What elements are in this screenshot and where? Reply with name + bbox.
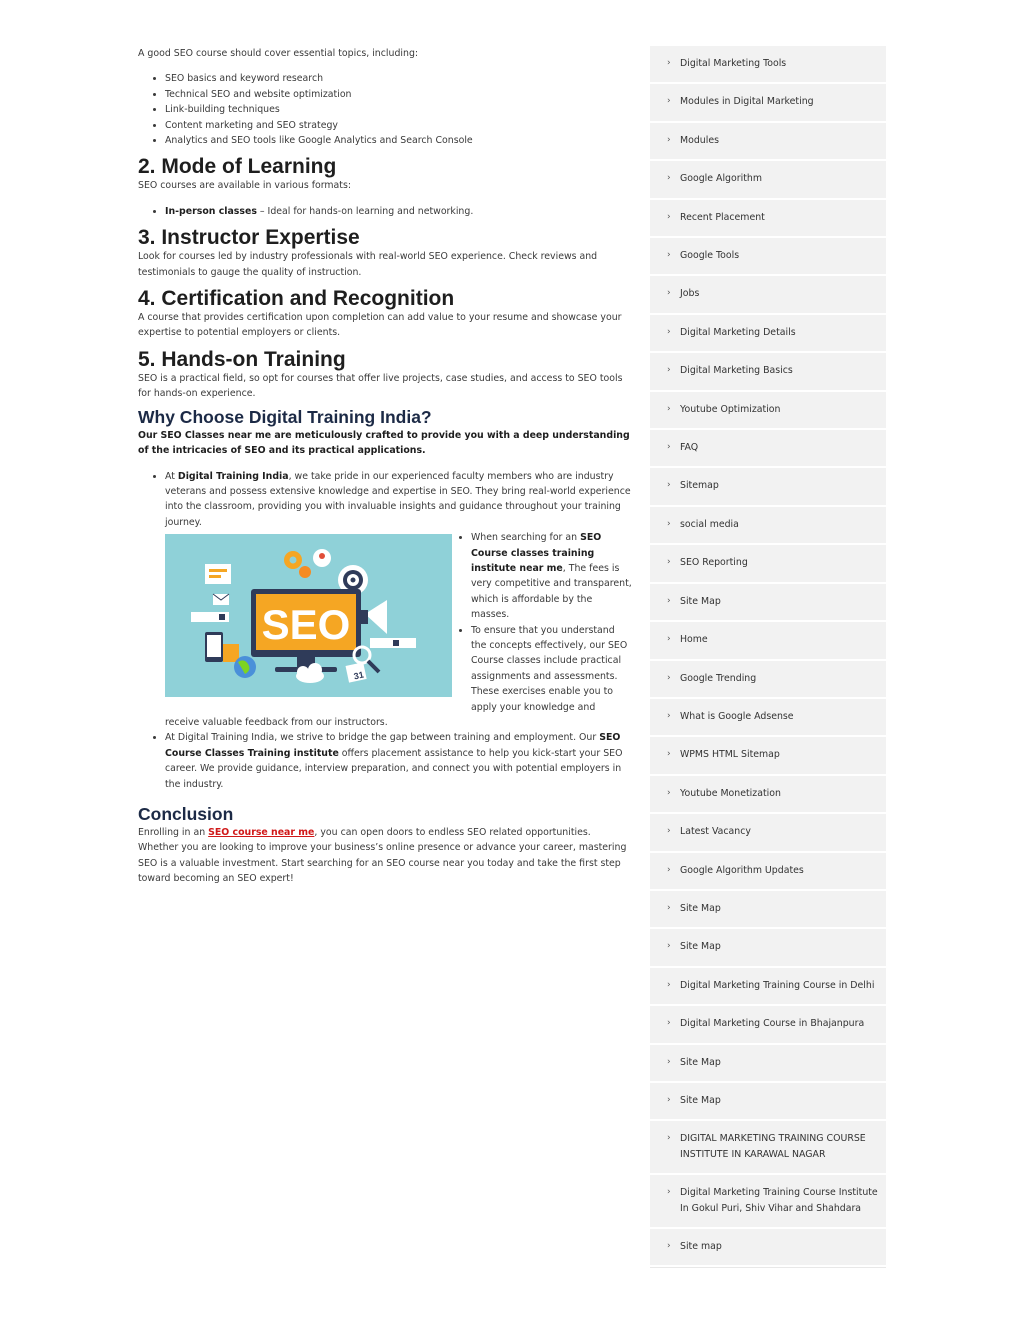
- conclusion-text: [138, 825, 632, 887]
- list-item: [165, 469, 632, 531]
- seo-course-near-me-link[interactable]: SEO course near me: [208, 827, 315, 839]
- sidebar-item-label: Digital Marketing Details: [680, 326, 796, 338]
- topics-list: [138, 71, 632, 148]
- chevron-right-icon: ›: [667, 480, 671, 491]
- why-lead-text: Our SEO Classes near me are meticulously crafted to provide you with a deep understanding of the intricacies of SEO and its practical applications.: [138, 429, 630, 457]
- chevron-right-icon: ›: [667, 96, 671, 107]
- sidebar-item[interactable]: [650, 929, 886, 965]
- chevron-right-icon: ›: [667, 634, 671, 645]
- sidebar-item-label: Site Map: [680, 595, 721, 607]
- chevron-right-icon: ›: [667, 288, 671, 299]
- sidebar-item[interactable]: [650, 200, 886, 236]
- why-b1-text: , we take pride in our experienced faculty members who are industry veterans and possess extensive knowledge and expertise in SEO. They bring real-world experience into the classroom, providing you with invaluable insights and guidance throughout your training journey.: [165, 470, 631, 528]
- sidebar-item-label: Google Tools: [680, 250, 740, 262]
- chevron-right-icon: ›: [667, 211, 671, 222]
- list-item: • To ensure that you understand the concepts effectively, our SEO Course classes include practical assignments and assessments. These exercises enable you to apply your knowledge and receive valuable feedback from our instructors.: [165, 623, 632, 731]
- list-item: • Technical SEO and website optimization: [165, 87, 632, 102]
- chevron-right-icon: ›: [667, 1018, 671, 1029]
- list-item: [165, 204, 632, 219]
- sidebar-item[interactable]: [650, 622, 886, 658]
- sidebar-item[interactable]: [650, 584, 886, 620]
- sidebar-item[interactable]: [650, 737, 886, 773]
- chevron-right-icon: ›: [667, 557, 671, 568]
- sidebar-item[interactable]: [650, 392, 886, 428]
- sidebar-item-label: Google Algorithm Updates: [680, 864, 804, 876]
- chevron-right-icon: ›: [667, 58, 671, 68]
- sidebar-item-label: Modules in Digital Marketing: [680, 96, 814, 108]
- sidebar-item-label: WPMS HTML Sitemap: [680, 749, 780, 761]
- sidebar-nav: [650, 46, 886, 1268]
- sidebar-item-label: Home: [680, 634, 708, 646]
- mode-list: [138, 204, 632, 219]
- chevron-right-icon: ›: [667, 672, 671, 683]
- sidebar-item[interactable]: [650, 891, 886, 927]
- heading-certification: 4. Certification and Recognition: [138, 287, 455, 311]
- sidebar-item-label: Recent Placement: [680, 211, 765, 223]
- seo-illustration: [165, 534, 452, 697]
- chevron-right-icon: ›: [667, 1187, 671, 1198]
- why-b1-pre: At: [165, 470, 178, 482]
- sidebar-item-label: Latest Vacancy: [680, 826, 751, 838]
- sidebar-item[interactable]: [650, 1175, 886, 1227]
- sidebar-item-label: Site map: [680, 1241, 722, 1252]
- sidebar-item-label: Modules: [680, 134, 719, 146]
- sidebar-item[interactable]: [650, 123, 886, 159]
- sidebar-item[interactable]: [650, 276, 886, 312]
- why-b1-bold: Digital Training India: [177, 470, 289, 482]
- list-item: • SEO basics and keyword research: [165, 71, 632, 86]
- sidebar-item-label: Jobs: [680, 288, 700, 300]
- chevron-right-icon: ›: [667, 902, 671, 913]
- sidebar-item-label: Google Trending: [680, 672, 757, 684]
- chevron-right-icon: ›: [667, 710, 671, 721]
- conclusion-pre: Enrolling in an: [138, 827, 209, 839]
- heading-hands-on-training: 5. Hands-on Training: [138, 347, 346, 371]
- chevron-right-icon: ›: [667, 787, 671, 798]
- sidebar-item[interactable]: [650, 161, 886, 197]
- sidebar-item[interactable]: [650, 238, 886, 274]
- chevron-right-icon: ›: [667, 442, 671, 453]
- sidebar-item-label: Site Map: [680, 941, 721, 953]
- sidebar-item[interactable]: [650, 661, 886, 697]
- sidebar-item[interactable]: [650, 853, 886, 889]
- instructor-text: Look for courses led by industry professionals with real-world SEO experience. Check reviews and testimonials to gauge the quality of instruction.: [138, 251, 598, 278]
- why-b2-text: , The fees is very competitive and transparent, which is affordable by the masses.: [471, 562, 632, 621]
- mode-item-bold: In-person classes: [165, 205, 257, 217]
- sidebar-item[interactable]: [650, 353, 886, 389]
- list-item: [471, 530, 632, 622]
- chevron-right-icon: ›: [667, 173, 671, 184]
- conclusion-rest: , you can open doors to endless SEO related opportunities. Whether you are looking to improve your business’s online presence or advance your career, mastering SEO is a valuable investment. Start searching for an SEO course near you today and take the first step toward becoming an SEO expert!: [138, 827, 627, 885]
- why-b4-text: offers placement assistance to help you kick-start your SEO career. We provide guidance, interview preparation, and connect you with potential employers in the industry.: [165, 747, 623, 790]
- sidebar-item-label: Site Map: [680, 1094, 721, 1106]
- heading-mode-of-learning: 2. Mode of Learning: [138, 155, 337, 179]
- sidebar-item[interactable]: [650, 84, 886, 120]
- chevron-right-icon: ›: [667, 403, 671, 414]
- seo-image-text: SEO: [261, 601, 351, 649]
- sidebar-item[interactable]: [650, 776, 886, 812]
- mode-item-text: – Ideal for hands-on learning and networking.: [256, 205, 474, 217]
- chevron-right-icon: ›: [667, 826, 671, 837]
- certification-text: A course that provides certification upon completion can add value to your resume and showcase your expertise to potential employers or clients.: [138, 312, 622, 339]
- chevron-right-icon: ›: [667, 941, 671, 952]
- sidebar-item-label: Digital Marketing Training Course Institute In Gokul Puri, Shiv Vihar and Shahdara: [680, 1187, 878, 1214]
- list-item: • Link-building techniques: [165, 102, 632, 117]
- sidebar-item[interactable]: [650, 545, 886, 581]
- why-b4-pre: At Digital Training India, we strive to bridge the gap between training and employment. Our: [165, 732, 600, 744]
- sidebar-item-label: Youtube Optimization: [680, 403, 781, 415]
- heading-instructor-expertise: 3. Instructor Expertise: [138, 226, 360, 250]
- sidebar-item-label: Site Map: [680, 902, 721, 914]
- sidebar-item[interactable]: [650, 1083, 886, 1119]
- chevron-right-icon: ›: [667, 1241, 671, 1251]
- sidebar-item[interactable]: [650, 968, 886, 1004]
- heading-conclusion: Conclusion: [138, 804, 234, 825]
- sidebar-item-label: SEO Reporting: [680, 557, 748, 569]
- sidebar-item[interactable]: [650, 814, 886, 850]
- why-list: [138, 469, 632, 793]
- intro-text: A good SEO course should cover essential topics, including:: [138, 48, 419, 59]
- sidebar-item-label: Sitemap: [680, 480, 719, 492]
- sidebar-item-label: FAQ: [680, 442, 699, 454]
- sidebar-item-label: social media: [680, 518, 739, 530]
- svg-text:31: 31: [352, 669, 365, 682]
- sidebar-item-label: Digital Marketing Basics: [680, 365, 793, 377]
- article-content: [138, 46, 632, 887]
- list-item: • Analytics and SEO tools like Google Analytics and Search Console: [165, 133, 632, 148]
- chevron-right-icon: ›: [667, 518, 671, 529]
- chevron-right-icon: ›: [667, 250, 671, 261]
- sidebar-item-label: Digital Marketing Course in Bhajanpura: [680, 1018, 865, 1030]
- chevron-right-icon: ›: [667, 1133, 671, 1144]
- chevron-right-icon: ›: [667, 326, 671, 337]
- chevron-right-icon: ›: [667, 1056, 671, 1067]
- sidebar-item[interactable]: [650, 46, 886, 82]
- why-b2-bold: SEO Course classes training institute near me: [471, 532, 602, 574]
- chevron-right-icon: ›: [667, 1094, 671, 1105]
- hands-on-text: SEO is a practical field, so opt for courses that offer live projects, case studies, and access to SEO tools for hands-on experience.: [138, 372, 623, 400]
- chevron-right-icon: ›: [667, 365, 671, 376]
- mode-text: SEO courses are available in various formats:: [138, 180, 352, 192]
- sidebar-item[interactable]: [650, 1121, 886, 1173]
- sidebar-item[interactable]: [650, 699, 886, 735]
- sidebar-item-label: Youtube Monetization: [680, 787, 781, 799]
- sidebar-item-label: What is Google Adsense: [680, 710, 794, 722]
- sidebar-item[interactable]: [650, 430, 886, 466]
- sidebar-item-label: DIGITAL MARKETING TRAINING COURSE INSTITUTE IN KARAWAL NAGAR: [680, 1133, 866, 1160]
- sidebar-item[interactable]: [650, 468, 886, 504]
- why-b2-pre: When searching for an: [471, 532, 581, 544]
- chevron-right-icon: ›: [667, 749, 671, 760]
- sidebar-item[interactable]: [650, 1045, 886, 1081]
- sidebar-item[interactable]: [650, 1006, 886, 1042]
- list-item: [165, 730, 632, 792]
- sidebar-item[interactable]: [650, 315, 886, 351]
- sidebar-item[interactable]: [650, 1229, 886, 1265]
- sidebar-item[interactable]: [650, 507, 886, 543]
- chevron-right-icon: ›: [667, 595, 671, 606]
- chevron-right-icon: ›: [667, 864, 671, 875]
- why-b4-bold: SEO Course Classes Training institute: [165, 732, 621, 759]
- chevron-right-icon: ›: [667, 979, 671, 990]
- sidebar-item-label: Digital Marketing Tools: [680, 58, 787, 69]
- sidebar-item-label: Site Map: [680, 1056, 721, 1068]
- list-item: • Content marketing and SEO strategy: [165, 118, 632, 133]
- sidebar-item-label: Google Algorithm: [680, 173, 762, 185]
- heading-why-choose: Why Choose Digital Training India?: [138, 406, 432, 427]
- sidebar-item-label: Digital Marketing Training Course in Delhi: [680, 979, 875, 991]
- chevron-right-icon: ›: [667, 134, 671, 145]
